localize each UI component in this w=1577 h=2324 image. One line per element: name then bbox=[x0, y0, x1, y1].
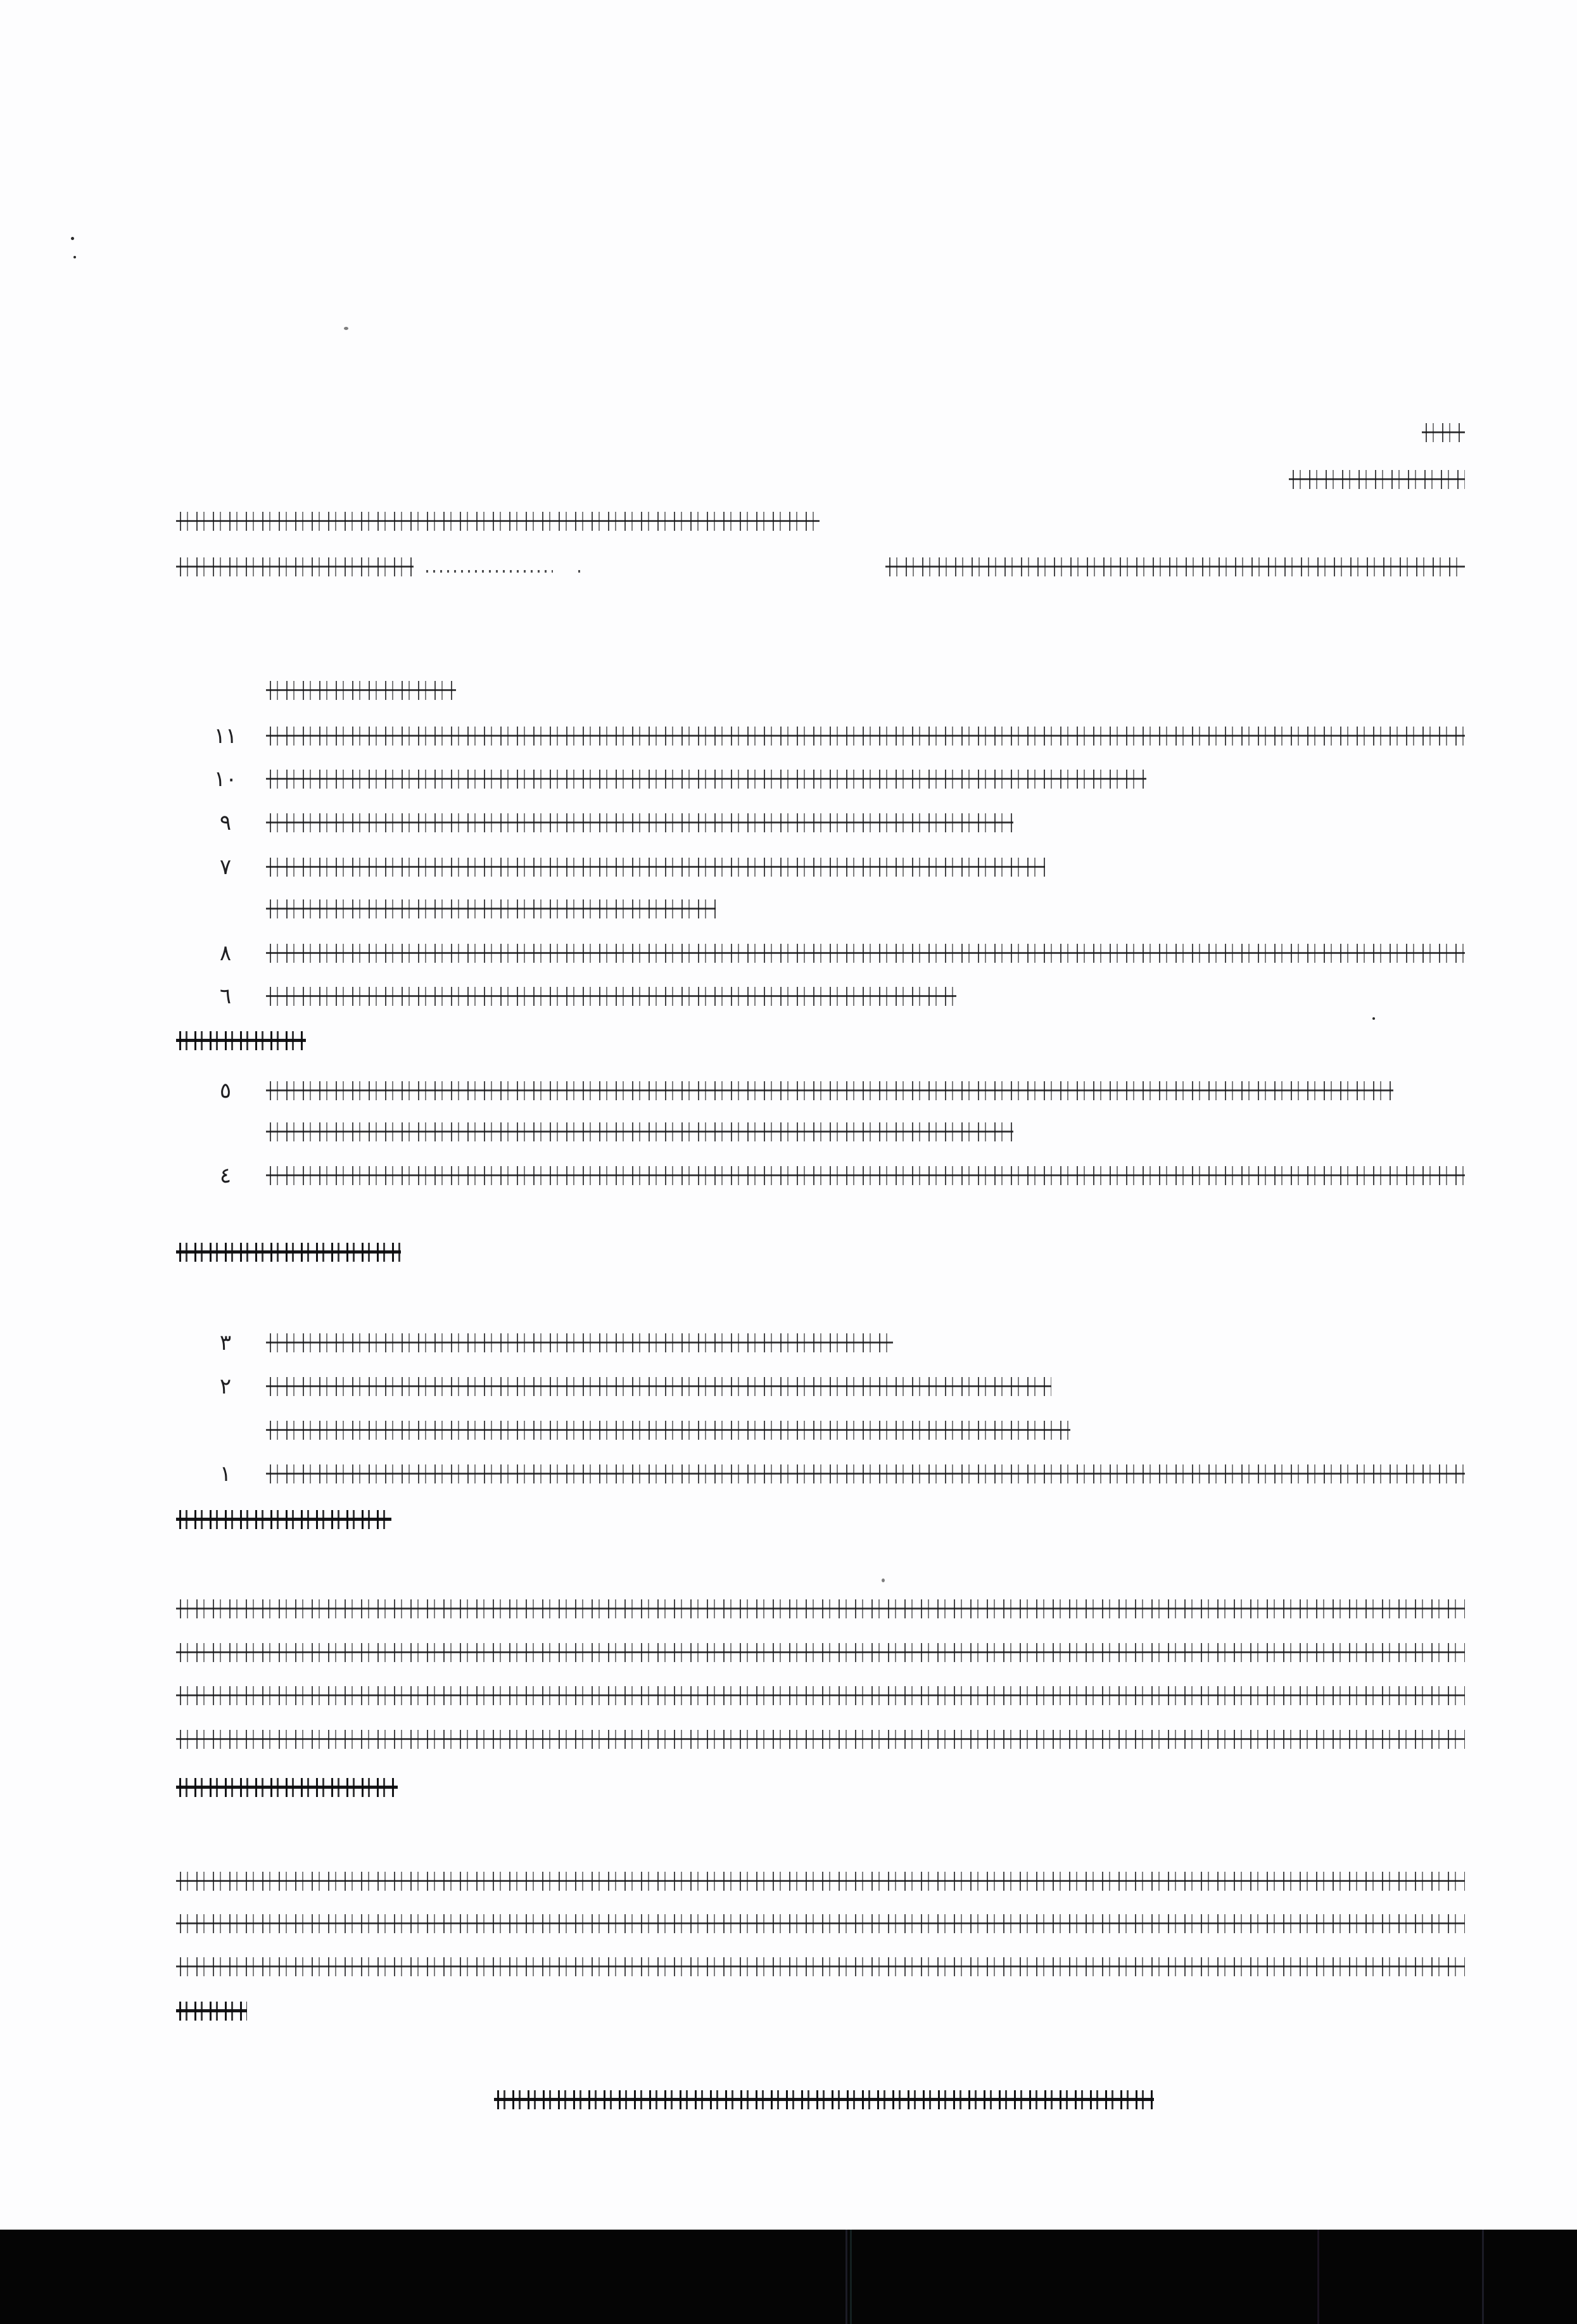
opening-ink bbox=[176, 512, 820, 531]
list-item-ink bbox=[266, 1333, 893, 1352]
closing-quote-ink bbox=[494, 2090, 1154, 2109]
list-item bbox=[266, 770, 1146, 789]
signature-label bbox=[176, 2002, 247, 2021]
list-item bbox=[266, 1122, 1013, 1141]
subheading bbox=[176, 1243, 401, 1262]
paragraph-ink bbox=[176, 1599, 1465, 1618]
paragraph-ink bbox=[176, 1872, 1465, 1891]
subheading bbox=[176, 1031, 306, 1050]
opening-line-1 bbox=[176, 512, 820, 531]
item-number: ٤ bbox=[219, 1163, 232, 1188]
list-item-ink bbox=[266, 1081, 1393, 1100]
item-number: ٣ bbox=[219, 1330, 232, 1356]
opening-ink bbox=[885, 557, 1465, 576]
list-item-ink bbox=[266, 813, 1013, 832]
speck bbox=[73, 256, 76, 258]
subheading bbox=[176, 1778, 398, 1797]
list-item-ink bbox=[266, 944, 1465, 963]
section-intro-ink bbox=[266, 681, 456, 700]
dotted-fill bbox=[575, 570, 585, 573]
date-line-ink bbox=[1422, 423, 1465, 442]
opening-line-2 bbox=[176, 557, 1465, 576]
list-item-ink bbox=[266, 987, 956, 1006]
item-number: ٢ bbox=[219, 1374, 232, 1399]
paragraph-line bbox=[176, 1643, 1465, 1662]
list-item bbox=[266, 1333, 893, 1352]
list-item-ink bbox=[266, 1122, 1013, 1141]
item-number: ٧ bbox=[219, 854, 232, 880]
opening-ink bbox=[176, 557, 414, 576]
list-item bbox=[266, 727, 1465, 746]
speck bbox=[1372, 1017, 1375, 1020]
date-line-ink bbox=[1289, 470, 1465, 489]
list-item-ink bbox=[266, 1166, 1465, 1185]
subheading-ink bbox=[176, 1031, 306, 1050]
list-item-ink bbox=[266, 1377, 1051, 1396]
signature-ink bbox=[176, 2002, 247, 2021]
item-number: ٩ bbox=[219, 810, 232, 835]
scan-stripe bbox=[846, 2230, 847, 2324]
item-number: ١١ bbox=[213, 723, 238, 749]
list-item-ink bbox=[266, 1421, 1070, 1440]
list-item-ink bbox=[266, 858, 1045, 877]
closing-quote bbox=[494, 2090, 1154, 2109]
paragraph-line bbox=[176, 1599, 1465, 1618]
paragraph-line bbox=[176, 1872, 1465, 1891]
item-number: ٨ bbox=[219, 941, 232, 966]
list-item bbox=[266, 944, 1465, 963]
paragraph-ink bbox=[176, 1957, 1465, 1976]
speck bbox=[71, 237, 74, 240]
list-item bbox=[266, 1166, 1465, 1185]
list-item bbox=[266, 899, 716, 918]
subheading bbox=[176, 1510, 391, 1529]
paragraph-ink bbox=[176, 1643, 1465, 1662]
paragraph-ink bbox=[176, 1914, 1465, 1933]
item-number: ٦ bbox=[219, 984, 232, 1009]
scan-stripe bbox=[1317, 2230, 1319, 2324]
speck bbox=[882, 1578, 885, 1582]
subheading-ink bbox=[176, 1510, 391, 1529]
list-item-ink bbox=[266, 899, 716, 918]
paragraph-ink bbox=[176, 1730, 1465, 1749]
list-item bbox=[266, 858, 1045, 877]
scan-border bbox=[0, 2230, 1577, 2324]
paragraph-line bbox=[176, 1730, 1465, 1749]
paragraph-line bbox=[176, 1914, 1465, 1933]
subheading-ink bbox=[176, 1778, 398, 1797]
list-item bbox=[266, 1421, 1070, 1440]
scan-stripe bbox=[1482, 2230, 1484, 2324]
speck bbox=[344, 327, 348, 330]
list-item bbox=[266, 813, 1013, 832]
list-item bbox=[266, 1464, 1465, 1483]
dotted-fill bbox=[423, 570, 553, 573]
item-number: ٥ bbox=[219, 1078, 232, 1103]
section-intro bbox=[266, 681, 456, 700]
list-item bbox=[266, 987, 956, 1006]
list-item bbox=[266, 1081, 1393, 1100]
date-line-2 bbox=[1289, 470, 1465, 489]
list-item-ink bbox=[266, 1464, 1465, 1483]
paragraph-line bbox=[176, 1686, 1465, 1705]
scan-stripe bbox=[850, 2230, 852, 2324]
subheading-ink bbox=[176, 1243, 401, 1262]
list-item-ink bbox=[266, 770, 1146, 789]
item-number: ١ bbox=[219, 1461, 232, 1487]
list-item bbox=[266, 1377, 1051, 1396]
list-item-ink bbox=[266, 727, 1465, 746]
date-line-1 bbox=[1422, 423, 1465, 442]
paragraph-ink bbox=[176, 1686, 1465, 1705]
paragraph-line bbox=[176, 1957, 1465, 1976]
item-number: ١٠ bbox=[213, 766, 238, 792]
